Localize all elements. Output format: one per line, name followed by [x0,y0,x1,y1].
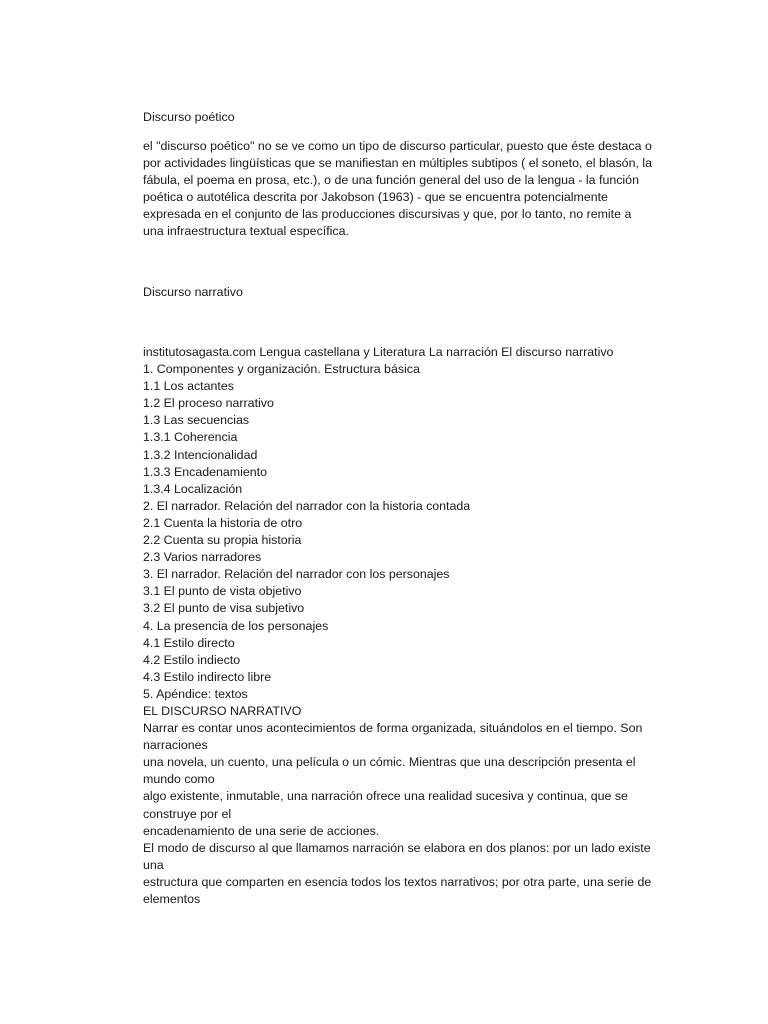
section-title-discurso-narrativo: Discurso narrativo [143,285,243,299]
paragraph-line: por actividades lingüísticas que se manifiestan en múltiples subtipos ( el soneto, el blasón, la [143,156,652,171]
outline-item: 1.2 El proceso narrativo [143,396,274,411]
body-text-line: una [143,857,164,872]
outline-item: 4.2 Estilo indiecto [143,652,241,667]
source-line: institutosagasta.com Lengua castellana y Literatura La narración El discurso narrativo [143,345,614,359]
outline-item: 3.2 El punto de visa subjetivo [143,601,305,616]
body-text-line: El modo de discurso al que llamamos narración se elabora en dos planos: por un lado existe [143,840,651,855]
outline-item: 3. El narrador. Relación del narrador con los personajes [143,567,450,582]
paragraph-line: fábula, el poema en prosa, etc.), o de una función general del uso de la lengua - la función [143,173,639,188]
body-text-line: narraciones [143,738,208,753]
body-text-line: elementos [143,892,201,906]
outline-item: 2.1 Cuenta la historia de otro [143,515,303,530]
heading-line: EL DISCURSO NARRATIVO [143,703,302,718]
body-text-line: estructura que comparten en esencia todos los textos narrativos; por otra parte, una serie de [143,874,652,889]
outline-item: 4.1 Estilo directo [143,635,235,650]
outline-item: 5. Apéndice: textos [143,686,248,701]
paragraph-line: una infraestructura textual específica. [143,224,349,239]
outline-item: 4. La presencia de los personajes [143,618,329,633]
body-text-line: encadenamiento de una serie de acciones. [143,823,380,838]
outline-item: 1.3.4 Localización [143,481,243,496]
outline-item: 2.3 Varios narradores [143,550,262,565]
poetic-discourse-paragraph [143,138,663,241]
outline-item: 1.3 Las secuencias [143,413,250,428]
paragraph-line: poética o autotélica descrita por Jakobson (1963) - que se encuentra potencialmente [143,190,608,205]
section-title-discurso-poetico: Discurso poético [143,110,235,124]
narrative-discourse-body [143,344,663,908]
outline-item: 1.3.2 Intencionalidad [143,447,258,462]
paragraph-line: el "discurso poético" no se ve como un tipo de discurso particular, puesto que éste destaca o [143,139,652,153]
body-text-line: Narrar es contar unos acontecimientos de forma organizada, situándolos en el tiempo. Son [143,721,643,736]
paragraph-line: expresada en el conjunto de las producciones discursivas y que, por lo tanto, no remite a [143,207,632,222]
outline-item: 1.3.3 Encadenamiento [143,464,267,479]
outline-item: 1.3.1 Coherencia [143,430,238,445]
outline-item: 3.1 El punto de vista objetivo [143,584,302,599]
body-text-line: mundo como [143,772,215,787]
body-text-line: una novela, un cuento, una película o un cómic. Mientras que una descripción presenta el [143,755,636,770]
body-text-line: algo existente, inmutable, una narración ofrece una realidad sucesiva y continua, que se [143,789,628,804]
outline-item: 1. Componentes y organización. Estructura básica [143,362,420,377]
body-text-line: construye por el [143,806,232,821]
outline-item: 4.3 Estilo indirecto libre [143,669,272,684]
outline-item: 2.2 Cuenta su propia historia [143,533,302,548]
outline-item: 1.1 Los actantes [143,379,234,394]
outline-item: 2. El narrador. Relación del narrador con la historia contada [143,498,471,513]
